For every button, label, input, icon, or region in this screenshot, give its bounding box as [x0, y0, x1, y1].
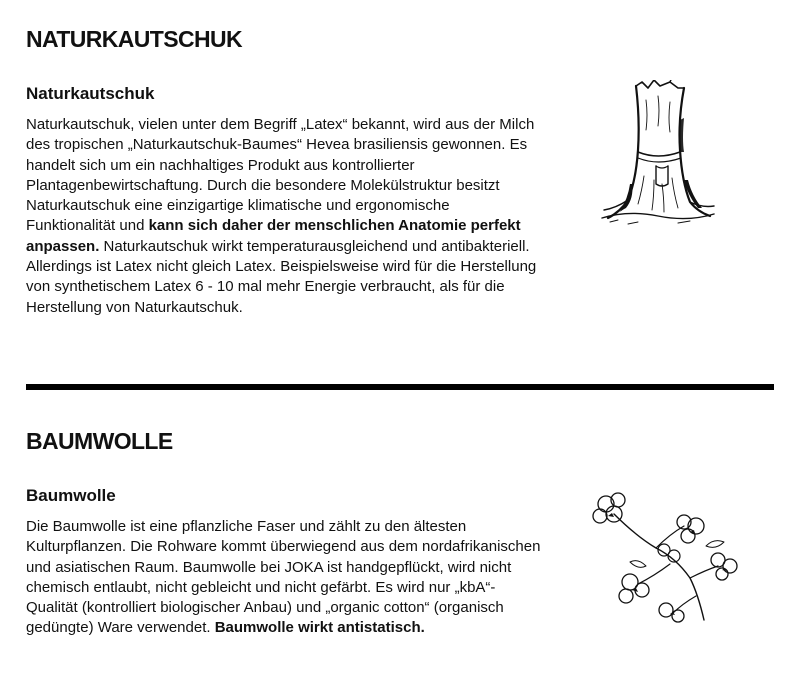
subsection-heading: Baumwolle — [26, 486, 116, 505]
paragraph-text: Naturkautschuk wirkt temperaturausgleichend und antibakteriell. Allerdings ist Latex nicht gleich Latex. Beispielsweise wird für die Herstellung von synthetischem Latex 6 - 10 mal mehr Energie verbraucht, als für die Herstellung von Naturkautschuk. — [26, 237, 537, 316]
rubber-tree-illustration — [598, 80, 718, 230]
paragraph-baumwolle — [26, 517, 541, 639]
subsection-heading: Naturkautschuk — [26, 84, 155, 103]
cotton-plant-illustration — [586, 486, 750, 626]
section-divider — [26, 384, 774, 390]
section-baumwolle — [26, 428, 776, 455]
section-naturkautschuk — [26, 26, 776, 53]
section-heading: NATURKAUTSCHUK — [26, 26, 243, 52]
section-heading: BAUMWOLLE — [26, 428, 173, 454]
paragraph-text: Naturkautschuk, vielen unter dem Begriff „Latex“ bekannt, wird aus der Milch des tropischen „Naturkautschuk-Baumes“ Hevea brasiliensis gewonnen. Es handelt sich um ein nachhaltiges Produkt aus kontrollierter Plantagenbewirtschaftung. Durch die besondere Molekülstruktur besitzt Naturkautschuk eine einzigartige klimatische und ergonomische Funktionalität und — [26, 116, 535, 235]
paragraph-bold-text: Baumwolle wirkt antistatisch. — [214, 619, 425, 637]
paragraph-naturkautschuk — [26, 115, 541, 318]
paragraph-text: Die Baumwolle ist eine pflanzliche Faser und zählt zu den ältesten Kulturpflanzen. Die Rohware kommt überwiegend aus dem nordafrikanischen und asiatischen Raum. Baumwolle bei JOKA ist handgepflückt, wird nicht chemisch entlaubt, nicht gebleicht und nicht gefärbt. Es wird nur „kbA“-Qualität (kontrolliert biologischer Anbau) und „organic cotton“ (organisch gedüngte) Ware verwendet. — [26, 518, 541, 637]
paragraph-bold-text: kann sich daher der menschlichen Anatomie perfekt anpassen. — [26, 217, 521, 255]
